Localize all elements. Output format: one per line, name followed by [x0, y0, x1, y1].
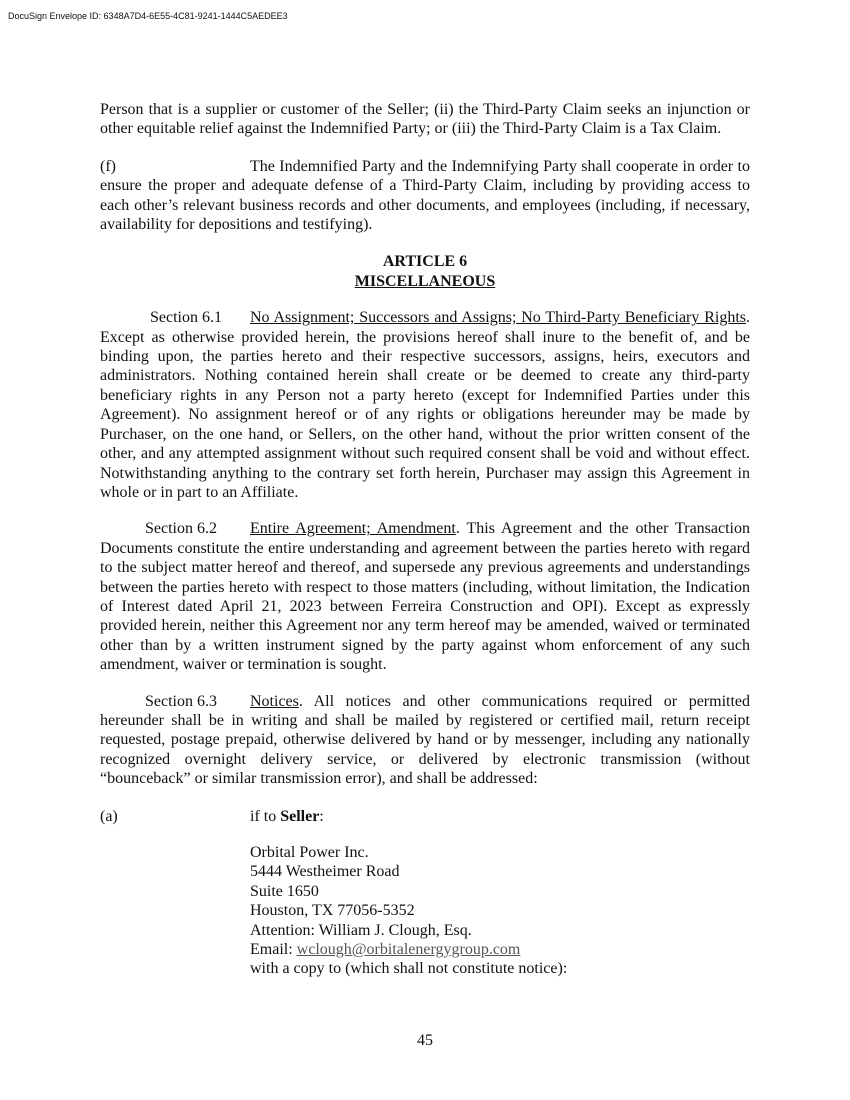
article-title-text: MISCELLANEOUS — [354, 272, 496, 290]
copy-line: with a copy to (which shall not constitute notice): — [250, 960, 568, 978]
intro-paragraph: Person that is a supplier or customer of the Seller; (ii) the Third-Party Claim seeks an injunction or other equitable relief against the Indemnified Party; or (iii) the Third-Party Claim is a Tax Claim. — [100, 101, 750, 138]
section-6-2-body: . This Agreement and the other Transaction Documents constitute the entire understanding and agreement between the parties hereto with regard to the subject matter hereof and thereof, and supersede any previous agreements and understandings between the parties hereto with respect to those matters (including, without limitation, the Indication of Interest dated April 21, 2023 between Ferreira Construction and OPI). Except as expressly provided herein, neither this Agreement nor any term hereof may be amended, waived or terminated other than by a written instrument signed by the party against whom enforcement of any such amendment, waiver or termination is sought. — [100, 520, 750, 674]
section-6-3-body: . All notices and other communications required or permitted hereunder shall be in writing and shall be mailed by registered or certified mail, return receipt requested, postage prepaid, otherwise delivered by hand or by messenger, including any nationally recognized overnight delivery service, or delivered by electronic transmission (without “bounceback” or similar transmission error), and shall be addressed: — [100, 692, 750, 788]
section-6-3-heading: Notices — [250, 692, 299, 710]
section-6-3-label: Section 6.3 — [145, 692, 217, 710]
section-6-1 — [100, 308, 750, 502]
notice-a-lead — [250, 807, 750, 826]
notice-a-block — [250, 807, 750, 979]
page-number: 45 — [417, 1032, 433, 1049]
address-line: Attention: William J. Clough, Esq. — [250, 921, 472, 939]
section-6-2 — [100, 519, 750, 674]
page-content — [100, 100, 750, 979]
email-line — [250, 940, 750, 959]
paragraph-f — [100, 157, 750, 235]
notice-a-party: Seller — [280, 807, 320, 825]
seller-address — [250, 843, 750, 979]
section-6-3 — [100, 692, 750, 789]
envelope-id: DocuSign Envelope ID: 6348A7D4-6E55-4C81-9241-1444C5AEDEE3 — [8, 11, 288, 21]
section-6-2-label: Section 6.2 — [145, 520, 217, 538]
notice-a-label: (a) — [100, 807, 118, 825]
notice-a-colon: : — [319, 807, 324, 825]
article-title — [100, 272, 750, 291]
address-line: 5444 Westheimer Road — [250, 863, 400, 881]
section-6-1-heading: No Assignment; Successors and Assigns; No Third-Party Beneficiary Rights — [250, 309, 746, 327]
email-label: Email: — [250, 941, 297, 959]
section-6-2-heading: Entire Agreement; Amendment — [250, 520, 456, 538]
section-6-1-label: Section 6.1 — [150, 309, 222, 327]
address-line: Orbital Power Inc. — [250, 844, 369, 861]
paragraph-f-label: (f) — [100, 157, 116, 175]
address-line: Suite 1650 — [250, 882, 319, 900]
paragraph-f-text: The Indemnified Party and the Indemnifying Party shall cooperate in order to ensure the proper and adequate defense of a Third-Party Claim, including by providing access to each other’s relevant business records and other documents, and employees (including, if necessary, availability for depositions and testifying). — [100, 157, 750, 234]
address-line: Houston, TX 77056-5352 — [250, 902, 415, 920]
email-link[interactable]: wclough@orbitalenergygroup.com — [296, 941, 521, 959]
article-number: ARTICLE 6 — [382, 253, 468, 271]
notice-a — [100, 807, 750, 979]
section-6-1-body: . Except as otherwise provided herein, the provisions hereof shall inure to the benefit of, and be binding upon, the parties hereto and their respective successors, assigns, heirs, executors and administrators. Nothing contained herein shall create or be deemed to create any third-party beneficiary rights in any Person not a party hereto (except for Indemnified Parties under this Agreement). No assignment hereof or of any rights or obligations hereunder may be made by Purchaser, on the one hand, or Sellers, on the other hand, without the prior written consent of the other, and any attempted assignment without such required consent shall be void and without effect. Notwithstanding anything to the contrary set forth herein, Purchaser may assign this Agreement in whole or in part to an Affiliate. — [100, 309, 750, 501]
notice-a-lead-text: if to — [250, 807, 281, 825]
